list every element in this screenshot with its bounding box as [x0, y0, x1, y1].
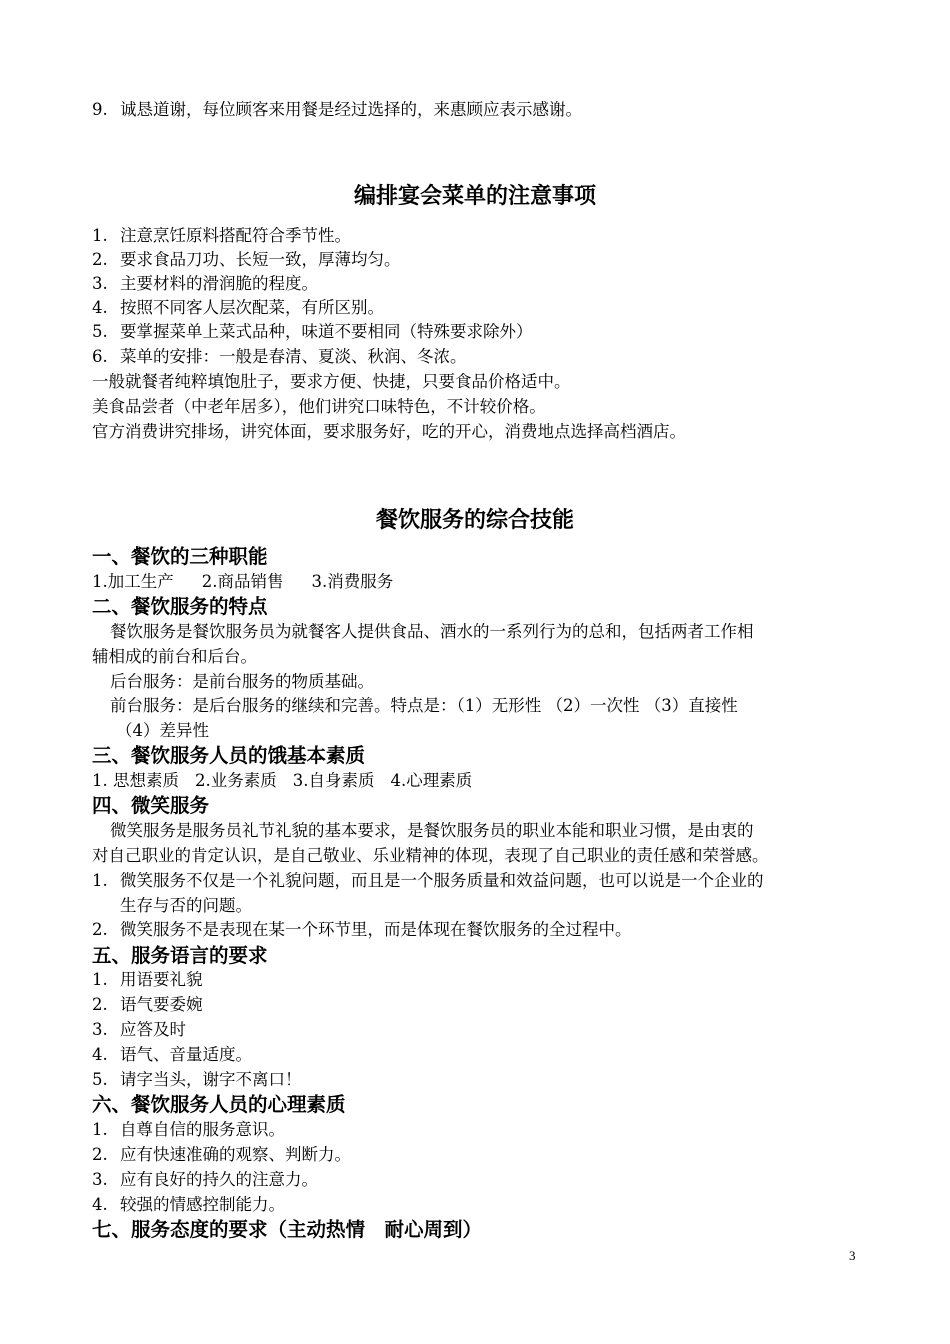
- list-item: [92, 968, 203, 992]
- item-number: 5.: [92, 322, 108, 341]
- subsection-heading: 一、餐饮的三种职能: [92, 545, 268, 568]
- paragraph-line: 餐饮服务是餐饮服务员为就餐客人提供食品、酒水的一系列行为的总和，包括两者工作相: [110, 622, 754, 641]
- list-item: [92, 272, 318, 296]
- item-text: 应有良好的持久的注意力。: [120, 1170, 318, 1189]
- item-number: 4.: [92, 1195, 108, 1214]
- note-line: 一般就餐者纯粹填饱肚子，要求方便、快捷，只要食品价格适中。: [92, 372, 571, 391]
- list-item: [92, 1018, 186, 1042]
- item-text: 用语要礼貌: [120, 970, 203, 989]
- list-item: [92, 1068, 302, 1092]
- subsection-heading: 六、餐饮服务人员的心理素质: [92, 1093, 346, 1116]
- list-item: 2.业务素质: [195, 771, 277, 790]
- list-item: [92, 320, 533, 344]
- list-item: [92, 296, 384, 320]
- item-number: 1.: [92, 970, 108, 989]
- note-line: 美食品尝者（中老年居多），他们讲究口味特色，不计较价格。: [92, 397, 546, 416]
- list-item: 3.消费服务: [311, 572, 394, 591]
- item-number: 3.: [92, 1170, 108, 1189]
- item-text: 语气、音量适度。: [120, 1045, 252, 1064]
- item-number: 2.: [92, 920, 108, 939]
- list-item: [92, 98, 582, 122]
- list-item: [92, 1168, 318, 1192]
- subsection-heading: 七、服务态度的要求（主动热情 耐心周到）: [92, 1218, 483, 1241]
- paragraph-line: 前台服务：是后台服务的继续和完善。特点是：（1）无形性 （2）一次性 （3）直接性: [110, 696, 738, 715]
- list-item: [92, 869, 764, 893]
- item-text: 按照不同客人层次配菜，有所区别。: [120, 298, 384, 317]
- item-number: 1.: [92, 871, 108, 890]
- inline-list: [92, 769, 472, 793]
- item-text: 自尊自信的服务意识。: [120, 1120, 285, 1139]
- list-item: [92, 918, 632, 942]
- item-text: 微笑服务不仅是一个礼貌问题，而且是一个服务质量和效益问题，也可以说是一个企业的: [120, 871, 764, 890]
- list-item: [92, 1143, 351, 1167]
- item-text: 请字当头，谢字不离口！: [120, 1070, 302, 1089]
- item-number: 5.: [92, 1070, 108, 1089]
- list-item: 4.心理素质: [390, 771, 473, 790]
- paragraph-line: （4）差异性: [116, 721, 209, 740]
- subsection-heading: 四、微笑服务: [92, 794, 210, 817]
- item-text: 菜单的安排：一般是春清、夏淡、秋润、冬浓。: [120, 347, 467, 366]
- item-text: 应有快速准确的观察、判断力。: [120, 1145, 351, 1164]
- list-item: 2.商品销售: [201, 572, 284, 591]
- paragraph-line: 对自己职业的肯定认识，是自己敬业、乐业精神的体现，表现了自己职业的责任感和荣誉感。: [92, 846, 769, 865]
- item-text: 微笑服务不是表现在某一个环节里，而是体现在餐饮服务的全过程中。: [120, 920, 632, 939]
- item-text: 主要材料的滑润脆的程度。: [120, 274, 318, 293]
- item-text: 应答及时: [120, 1020, 186, 1039]
- list-item: [92, 1118, 285, 1142]
- item-number: 3.: [92, 274, 108, 293]
- section-title: 编排宴会菜单的注意事项: [353, 184, 596, 209]
- item-number: 6.: [92, 347, 108, 366]
- item-text: 要求食品刀功、长短一致，厚薄均匀。: [120, 250, 401, 269]
- list-item: [92, 248, 401, 272]
- page-number: 3: [849, 1248, 856, 1263]
- item-text: 要掌握菜单上菜式品种，味道不要相同（特殊要求除外）: [120, 322, 533, 341]
- item-text: 诚恳道谢，每位顾客来用餐是经过选择的，来惠顾应表示感谢。: [120, 100, 582, 119]
- list-item: [92, 224, 351, 248]
- inline-list: [92, 570, 393, 594]
- item-text: 语气要委婉: [120, 995, 203, 1014]
- item-number: 1.: [92, 1120, 108, 1139]
- list-item: [92, 993, 203, 1017]
- item-number: 2.: [92, 250, 108, 269]
- subsection-heading: 三、餐饮服务人员的饿基本素质: [92, 744, 366, 767]
- subsection-heading: 五、服务语言的要求: [92, 944, 268, 967]
- list-item: 3.自身素质: [292, 771, 375, 790]
- paragraph-line: 后台服务：是前台服务的物质基础。: [110, 672, 374, 691]
- item-number: 3.: [92, 1020, 108, 1039]
- item-number: 2.: [92, 1145, 108, 1164]
- item-number: 4.: [92, 298, 108, 317]
- list-item: [92, 345, 467, 369]
- item-text: 注意烹饪原料搭配符合季节性。: [120, 226, 351, 245]
- list-item: 1.加工生产: [92, 572, 174, 591]
- list-item: 1. 思想素质: [92, 771, 179, 790]
- paragraph-line: 辅相成的前台和后台。: [92, 647, 257, 666]
- item-number: 1.: [92, 226, 108, 245]
- item-number: 2.: [92, 995, 108, 1014]
- paragraph-line: 微笑服务是服务员礼节礼貌的基本要求，是餐饮服务员的职业本能和职业习惯，是由衷的: [110, 821, 754, 840]
- item-text: 较强的情感控制能力。: [120, 1195, 285, 1214]
- item-number: 4.: [92, 1045, 108, 1064]
- list-item: [92, 1193, 285, 1217]
- subsection-heading: 二、餐饮服务的特点: [92, 595, 268, 618]
- section-title: 餐饮服务的综合技能: [375, 508, 574, 533]
- note-line: 官方消费讲究排场，讲究体面，要求服务好，吃的开心，消费地点选择高档酒店。: [92, 422, 686, 441]
- item-number: 9.: [92, 100, 108, 119]
- list-item: [92, 1043, 252, 1067]
- paragraph-line: 生存与否的问题。: [120, 896, 252, 915]
